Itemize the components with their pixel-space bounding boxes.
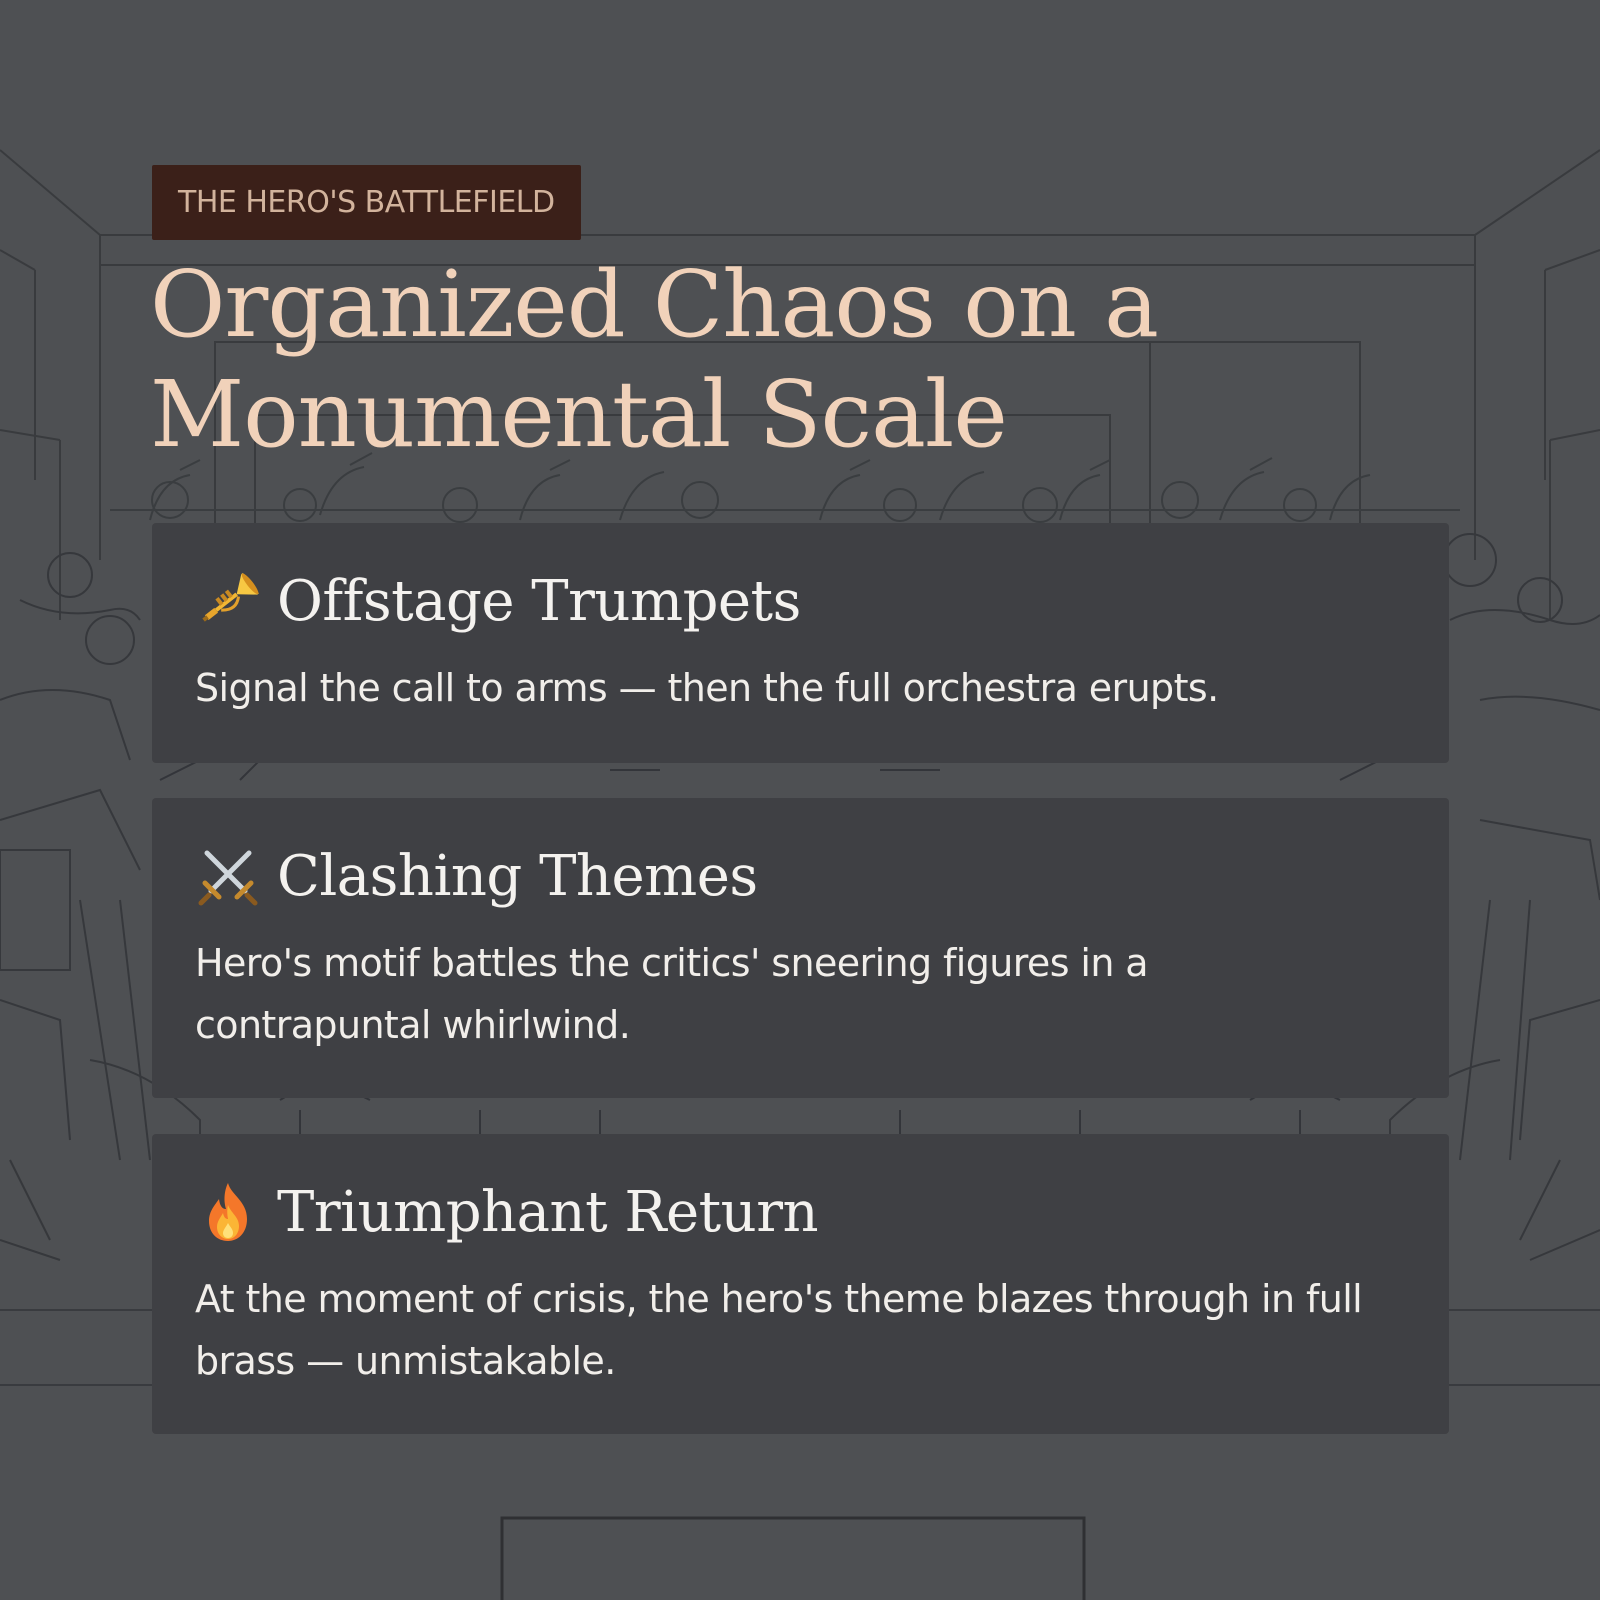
section-eyebrow: THE HERO'S BATTLEFIELD [152,165,581,240]
title-line-1: Organized Chaos on a [150,251,1158,358]
card-title: Offstage Trumpets [277,568,801,634]
card-description: At the moment of crisis, the hero's theme blazes through in full brass — unmistakable. [195,1277,1363,1383]
card-clashing-themes [152,798,1449,1098]
card-header [195,834,1406,918]
page-title [150,250,1450,470]
card-title: Clashing Themes [277,843,758,909]
title-line-2: Monumental Scale [150,361,1007,468]
fire-icon [195,1179,261,1245]
card-title: Triumphant Return [277,1179,819,1245]
card-description: Signal the call to arms — then the full orchestra erupts. [195,666,1219,710]
card-triumphant-return [152,1134,1449,1434]
crossed-swords-icon [195,843,261,909]
card-offstage-trumpets [152,523,1449,763]
card-header [195,559,1406,643]
trumpet-icon [195,568,261,634]
card-description: Hero's motif battles the critics' sneering figures in a contrapuntal whirlwind. [195,941,1148,1047]
card-header [195,1170,1406,1254]
